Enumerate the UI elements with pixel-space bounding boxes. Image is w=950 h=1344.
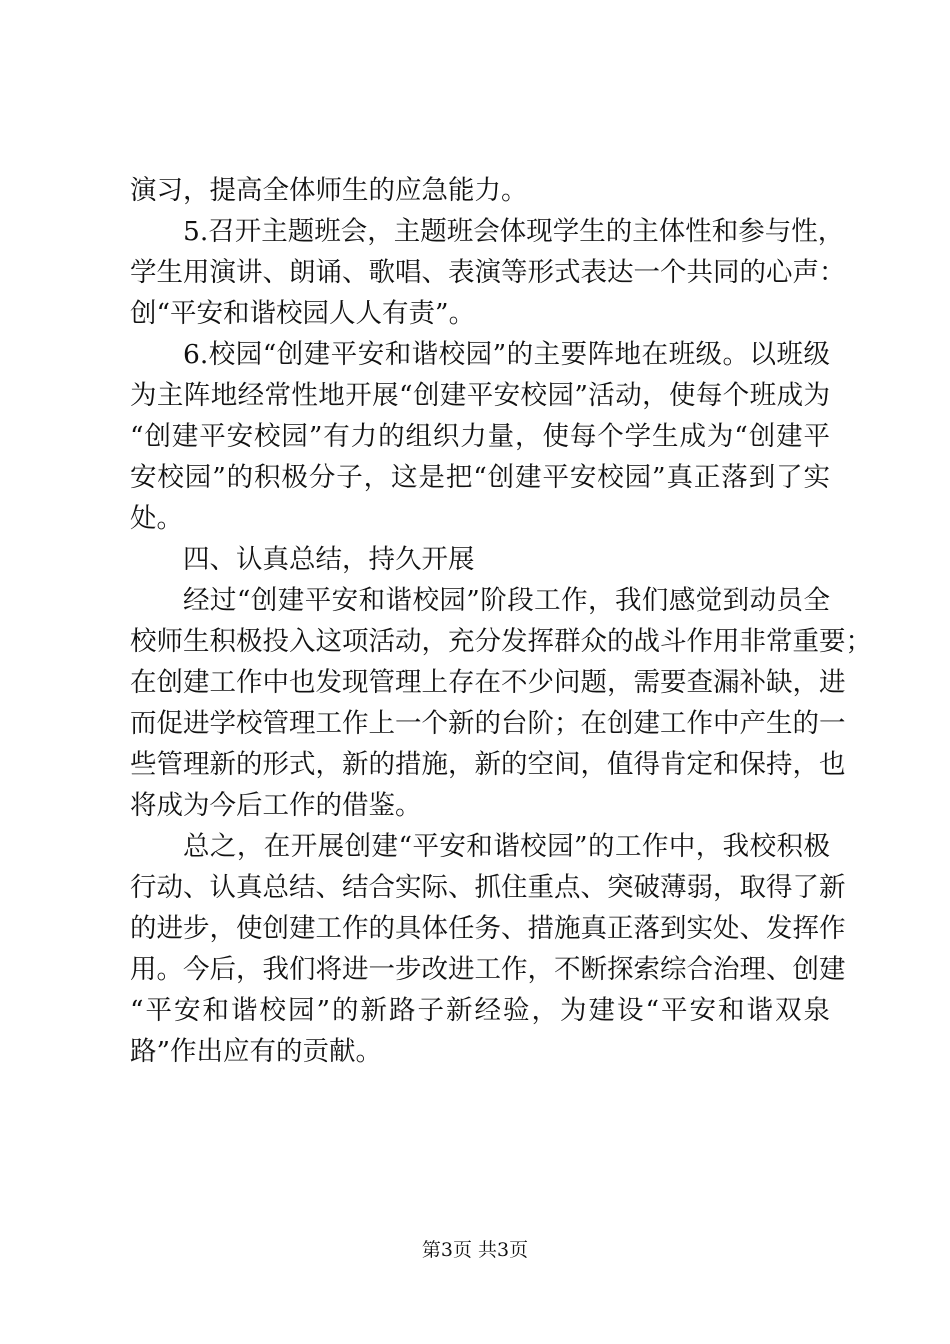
text-line: 6.校园“创建平安和谐校园”的主要阵地在班级。以班级 bbox=[183, 339, 830, 370]
text-line: 路”作出应有的贡献。 bbox=[130, 1036, 383, 1067]
page-number: 第3页 共3页 bbox=[421, 1239, 529, 1261]
text-line: 校师生积极投入这项活动，充分发挥群众的战斗作用非常重要； bbox=[130, 626, 872, 657]
text-line: 些管理新的形式，新的措施，新的空间，值得肯定和保持，也 bbox=[130, 749, 846, 780]
text-line: 总之，在开展创建“平安和谐校园”的工作中，我校积极 bbox=[183, 831, 830, 862]
text-line: 5.召开主题班会，主题班会体现学生的主体性和参与性， bbox=[183, 216, 845, 247]
text-line: 的进步，使创建工作的具体任务、措施真正落到实处、发挥作 bbox=[130, 913, 846, 944]
text-line: 处。 bbox=[130, 503, 183, 534]
text-line: 将成为今后工作的借鉴。 bbox=[130, 790, 422, 821]
text-line: 经过“创建平安和谐校园”阶段工作，我们感觉到动员全 bbox=[183, 585, 830, 616]
text-line: 安校园”的积极分子，这是把“创建平安校园”真正落到了实 bbox=[130, 462, 830, 493]
text-line: 为主阵地经常性地开展“创建平安校园”活动，使每个班成为 bbox=[130, 380, 830, 411]
section-heading: 四、认真总结，持久开展 bbox=[183, 544, 475, 575]
text-line: “创建平安校园”有力的组织力量，使每个学生成为“创建平 bbox=[130, 421, 830, 452]
page-footer bbox=[0, 1238, 950, 1262]
text-line: 行动、认真总结、结合实际、抓住重点、突破薄弱，取得了新 bbox=[130, 872, 846, 903]
document-body bbox=[130, 170, 872, 1072]
text-line: 创“平安和谐校园人人有责”。 bbox=[130, 298, 476, 329]
text-line: 用。今后，我们将进一步改进工作，不断探索综合治理、创建 bbox=[130, 954, 846, 985]
text-line: 在创建工作中也发现管理上存在不少问题，需要查漏补缺，进 bbox=[130, 667, 846, 698]
text-line: 而促进学校管理工作上一个新的台阶；在创建工作中产生的一 bbox=[130, 708, 846, 739]
text-line: 演习，提高全体师生的应急能力。 bbox=[130, 175, 528, 206]
text-line: “平安和谐校园”的新路子新经验，为建设“平安和谐双泉 bbox=[130, 995, 830, 1026]
text-line: 学生用演讲、朗诵、歌唱、表演等形式表达一个共同的心声： bbox=[130, 257, 846, 288]
